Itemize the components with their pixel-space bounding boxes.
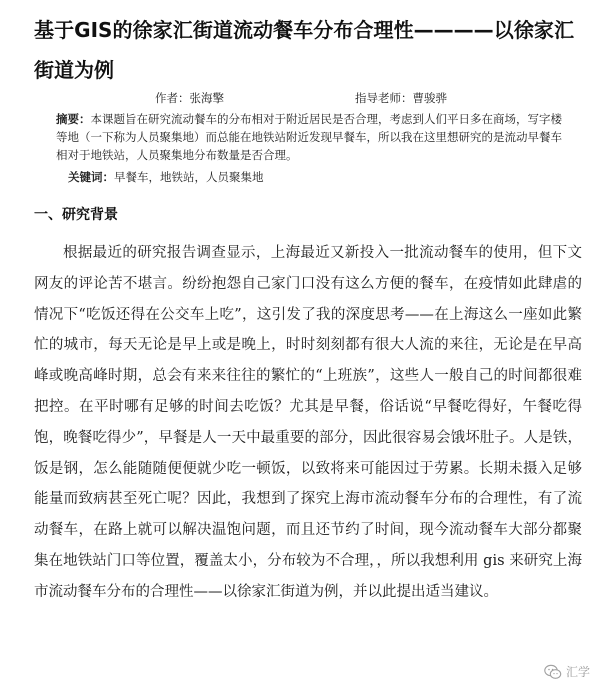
wechat-icon [544,664,562,680]
author [155,90,224,106]
abstract-text: 本课题旨在研究流动餐车的分布相对于附近居民是否合理，考虑到人们平日多在商场，写字楼等地（一下称为人员聚集地）而总能在地铁站附近发现早餐车，所以我在这里想研究的是流动早餐车相对于地铁站，人员聚集地分布数量是否合理。 [56,112,562,162]
document-title: 基于GIS的徐家汇街道流动餐车分布合理性————以徐家汇街道为例 [34,18,574,82]
abstract-label: 摘要： [56,112,91,126]
abstract [56,110,568,164]
keywords [68,168,568,186]
advisor-name: 曹骏骅 [412,91,447,105]
keywords-label: 关键词： [68,170,114,184]
advisor [355,90,447,106]
author-name: 张海擎 [189,91,224,105]
keywords-text: 早餐车，地铁站，人员聚集地 [114,170,264,184]
author-label: 作者： [155,91,190,105]
section-heading: 一、研究背景 [34,207,118,223]
watermark [544,663,590,680]
advisor-label: 指导老师： [355,91,413,105]
body-paragraph: 根据最近的研究报告调查显示，上海最近又新投入一批流动餐车的使用，但下文网友的评论苦不堪言。纷纷抱怨自己家门口没有这么方便的餐车，在疫情如此肆虐的情况下“吃饭还得在公交车上吃”，这引发了我的深度思考——在上海这么一座如此繁忙的城市，每天无论是早上或是晚上，时时刻刻都有很大人流的来往，无论是在早高峰或晚高峰时期，总会有来来往往的繁忙的“上班族”，这些人一般自己的时间都很难把控。在平时哪有足够的时间去吃饭？尤其是早餐，俗话说“早餐吃得好，午餐吃得饱，晚餐吃得少”，早餐是人一天中最重要的部分，因此很容易会饿坏肚子。人是铁，饭是钢，怎么能随随便便就少吃一顿饭，以致将来可能因过于劳累。长期未摄入足够能量而致病甚至死亡呢？因此，我想到了探究上海市流动餐车分布的合理性，有了流动餐车，在路上就可以解决温饱问题，而且还节约了时间，现今流动餐车大部分都聚集在地铁站门口等位置，覆盖太小，分布较为不合理，，所以我想利用 gis 来研究上海市流动餐车分布的合理性——以徐家汇街道为例，并以此提出适当建议。 [34,245,582,600]
watermark-text: 汇学 [565,665,590,679]
